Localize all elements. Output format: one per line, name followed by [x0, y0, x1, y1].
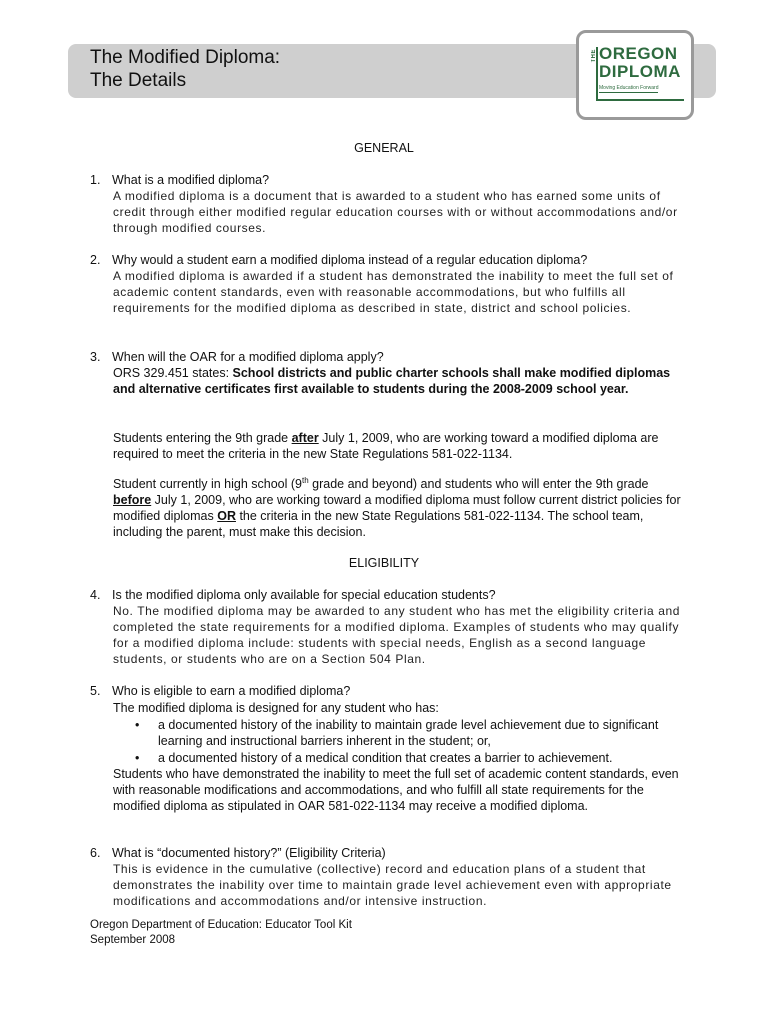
text-run: Students entering the 9th grade	[113, 431, 292, 445]
question-text: Why would a student earn a modified diploma instead of a regular education diploma?	[112, 253, 588, 267]
answer-3-before	[113, 476, 683, 540]
question-number: 5.	[90, 684, 101, 698]
bullet-text: a documented history of the inability to maintain grade level achievement due to significant learning and instructional barriers inherent in the student; or,	[158, 718, 659, 748]
bullet-text: a documented history of a medical condition that creates a barrier to achievement.	[158, 751, 613, 765]
text-run: the criteria in the new State Regulations 581-022-1134. The school team, including the parent, must make this decision.	[113, 509, 644, 539]
oregon-diploma-logo	[576, 30, 694, 120]
question-text: When will the OAR for a modified diploma apply?	[112, 350, 384, 364]
answer-2: A modified diploma is awarded if a student has demonstrated the inability to meet the full set of academic content standards, even with reasonable accommodations, but who fulfills all requirements for the modified diploma as described in state, district and school policies.	[113, 269, 674, 315]
ors-prefix: ORS 329.451 states:	[113, 366, 233, 380]
ors-statement: School districts and public charter schools shall make modified diplomas and alternative certificates first available to students during the 2008-2009 school year.	[113, 366, 671, 396]
bullet-icon: •	[135, 751, 140, 765]
question-number: 2.	[90, 253, 101, 267]
question-number: 6.	[90, 846, 101, 860]
logo-oregon: OREGON	[599, 44, 678, 63]
text-run: July 1, 2009, who are working toward a modified diploma are required to meet the criteria in the new State Regulations 581-022-1134.	[113, 431, 659, 461]
page-title	[90, 46, 280, 92]
superscript-th: th	[302, 475, 309, 485]
footer-line-2: September 2008	[90, 934, 176, 946]
bullet-icon: •	[135, 718, 140, 732]
question-text: What is “documented history?” (Eligibility Criteria)	[112, 846, 386, 860]
answer-6: This is evidence in the cumulative (collective) record and education plans of a student that demonstrates the inability over time to maintain grade level achievement even with appropriate modifications and accommodations and/or intensive instruction.	[113, 862, 672, 908]
answer-1: A modified diploma is a document that is awarded to a student who has earned some units of credit through either modified regular education courses with or without accommodations and/or through modified courses.	[113, 189, 678, 235]
question-text: Is the modified diploma only available for special education students?	[112, 588, 496, 602]
text-run: Student currently in high school (9	[113, 477, 302, 491]
emphasis-before: before	[113, 493, 152, 507]
question-text: What is a modified diploma?	[112, 173, 270, 187]
emphasis-after: after	[291, 431, 319, 445]
title-line-2: The Details	[90, 70, 187, 91]
section-heading-eligibility: ELIGIBILITY	[348, 556, 420, 570]
page-footer	[90, 918, 352, 948]
answer-3-ors	[113, 365, 683, 397]
emphasis-or: OR	[217, 509, 236, 523]
question-number: 4.	[90, 588, 101, 602]
footer-line-1: Oregon Department of Education: Educator Tool Kit	[90, 919, 352, 931]
logo-tagline: Moving Education Forward	[599, 85, 659, 91]
title-line-1: The Modified Diploma:	[90, 47, 281, 68]
answer-3-after	[113, 430, 683, 462]
logo-diploma: DIPLOMA	[599, 62, 681, 81]
answer-4: No. The modified diploma may be awarded to any student who has met the eligibility criteria and completed the state requirements for a modified diploma. Examples of students who may qualify for a modified diploma include: students with special needs, English as a second language students, or students who are on a Section 504 Plan.	[113, 604, 681, 666]
answer-5-intro: The modified diploma is designed for any student who has:	[113, 701, 439, 715]
text-run: grade and beyond) and students who will enter the 9th grade	[308, 477, 649, 491]
question-number: 1.	[90, 173, 101, 187]
answer-5-closing: Students who have demonstrated the inability to meet the full set of academic content standards, even with reasonable modifications and accommodations, and who fulfill all state requirements for the modified diploma as stipulated in OAR 581-022-1134 may receive a modified diploma.	[113, 767, 679, 813]
logo-the: THE	[591, 49, 597, 63]
text-run: July 1, 2009, who are working toward a modified diploma must follow current district policies for modified diplomas	[113, 493, 681, 523]
question-text: Who is eligible to earn a modified diploma?	[112, 684, 351, 698]
section-heading-general: GENERAL	[354, 141, 414, 155]
question-number: 3.	[90, 350, 101, 364]
